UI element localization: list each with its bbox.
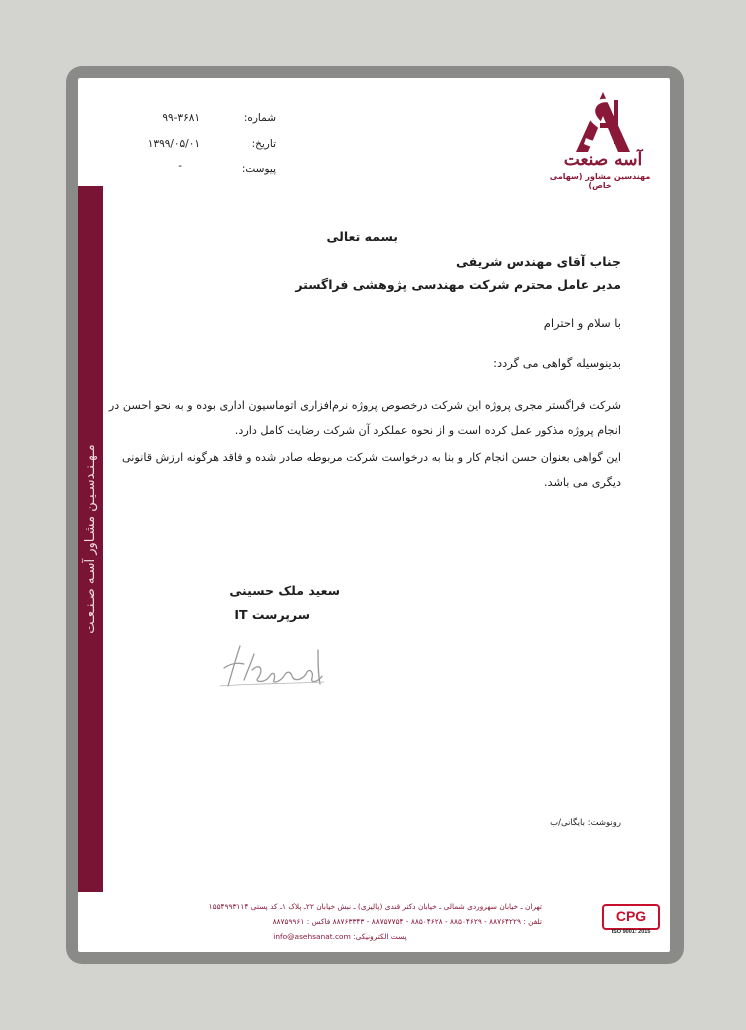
date-label: تاریخ: xyxy=(251,138,276,150)
signatory-name: سعید ملک حسینی xyxy=(229,583,340,598)
copy-note: رونوشت: بایگانی/ب xyxy=(550,818,621,828)
invocation: بسمه تعالی xyxy=(326,229,398,244)
company-name: آسه صنعت xyxy=(563,150,643,170)
paragraph-line: این گواهی بعنوان حسن انجام کار و بنا به درخواست شرکت مربوطه صادر شده و فاقد هرگونه ارزش قانونی xyxy=(121,451,621,464)
date-value: ۱۳۹۹/۰۵/۰۱ xyxy=(147,138,200,150)
greeting: با سلام و احترام xyxy=(543,316,621,330)
number-value: ۹۹-۳۶۸۱ xyxy=(162,112,200,124)
addressee-title: مدیر عامل محترم شرکت مهندسی پژوهشی فراگستر xyxy=(295,277,621,292)
iso-label: ISO 9001: 2015 xyxy=(611,929,651,935)
attachment-label: پیوست: xyxy=(241,163,276,175)
addressee-name: جناب آقای مهندس شریفی xyxy=(455,254,621,269)
company-logo xyxy=(570,90,636,154)
cpg-badge-text: CPG xyxy=(615,908,647,924)
side-band xyxy=(78,186,103,892)
intro-line: بدینوسیله گواهی می گردد: xyxy=(493,356,621,370)
paragraph-line: شرکت فراگستر مجری پروژه این شرکت درخصوص پروژه نرم‌افزاری اتوماسیون اداری بوده و به نحو احسن در xyxy=(108,399,621,412)
attachment-value: - xyxy=(178,160,182,172)
company-subtitle: مهندسین مشاور (سهامی خاص) xyxy=(549,172,651,190)
footer-address: تهران ـ خیابان سهروردی شمالی ـ خیابان دکتر قندی (پالیزی) ـ نبش خیابان ۲۲ـ پلاک ۱ـ کد پستی ۱۵۵۴۹۹۳۱۱۴ xyxy=(208,902,542,911)
side-band-text: مـهـنـدسـیـن مشـاور آسـه صـنـعـت xyxy=(83,444,98,634)
paragraph-line: دیگری می باشد. xyxy=(544,476,621,489)
footer-email: پست الکترونیکی: info@asehsanat.com xyxy=(273,932,407,941)
number-label: شماره: xyxy=(243,112,276,124)
footer-phones: تلفن : ۸۸۷۶۴۲۲۹ - ۸۸۵۰۴۶۲۹ - ۸۸۵۰۴۶۲۸ - ۸۸۷۵۷۷۵۴ - ۸۸۷۶۳۳۴۳ فاکس : ۸۸۷۵۹۹۶۱ xyxy=(272,917,542,926)
cpg-badge xyxy=(602,904,660,930)
signature xyxy=(214,640,332,694)
paragraph-line: انجام پروژه مذکور عمل کرده است و از نحوه عملکرد آن شرکت رضایت کامل دارد. xyxy=(234,424,621,437)
signatory-title: سرپرست IT xyxy=(234,607,310,622)
